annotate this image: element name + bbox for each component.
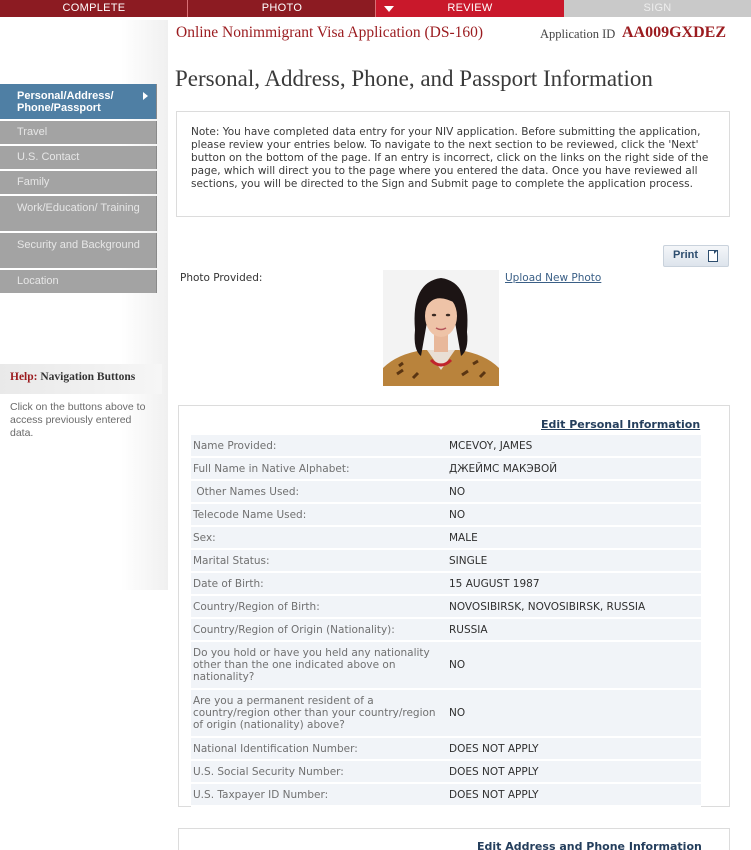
- table-row: [191, 527, 701, 550]
- print-button-label: Print: [673, 249, 699, 261]
- field-value: NO: [449, 659, 466, 671]
- field-label: Marital Status:: [193, 554, 270, 567]
- table-row: [191, 481, 701, 504]
- field-label: U.S. Social Security Number:: [193, 765, 344, 778]
- document-icon: [708, 250, 718, 262]
- field-value: DOES NOT APPLY: [449, 742, 539, 755]
- table-row: [191, 619, 701, 642]
- field-value: DOES NOT APPLY: [449, 788, 539, 801]
- chevron-right-icon: [143, 92, 148, 100]
- field-label: National Identification Number:: [193, 742, 358, 755]
- page-title: Personal, Address, Phone, and Passport Information: [175, 66, 653, 91]
- sidebar-item-family[interactable]: [0, 171, 157, 194]
- application-id: AA009GXDEZ: [622, 24, 727, 41]
- sidebar-item-label: Work/Education/ Training: [17, 202, 140, 214]
- edit-personal-info-link[interactable]: Edit Personal Information: [541, 418, 701, 431]
- table-row: [191, 784, 701, 807]
- step-review-label: REVIEW: [447, 2, 493, 14]
- field-label: Country/Region of Birth:: [193, 600, 320, 613]
- chevron-down-icon: [384, 6, 394, 12]
- sidebar-item-security[interactable]: [0, 233, 157, 268]
- field-label: Name Provided:: [193, 439, 277, 452]
- field-label: Telecode Name Used:: [193, 508, 307, 521]
- print-button[interactable]: [663, 245, 729, 267]
- edit-address-phone-link[interactable]: Edit Address and Phone Information: [477, 840, 702, 850]
- sidebar-item-personal[interactable]: [0, 84, 157, 119]
- sidebar-item-label: Personal/Address/ Phone/Passport: [17, 90, 114, 114]
- sidebar-item-travel[interactable]: [0, 121, 157, 144]
- progress-step-bar: [0, 0, 751, 17]
- applicant-photo: [383, 270, 499, 386]
- upload-new-photo-link[interactable]: Upload New Photo: [505, 272, 602, 284]
- table-row: [191, 596, 701, 619]
- table-row: [191, 504, 701, 527]
- help-heading: [0, 364, 162, 394]
- sidebar-item-label: Family: [17, 176, 50, 188]
- field-label: Do you hold or have you held any nationality other than the one indicated above on nationality?: [193, 647, 430, 683]
- table-row: [191, 761, 701, 784]
- personal-info-table: [191, 435, 701, 807]
- sidebar-item-label: Travel: [17, 126, 48, 138]
- table-row: [191, 458, 701, 481]
- step-sign-label: SIGN: [643, 2, 672, 14]
- table-row: [191, 738, 701, 761]
- table-row: [191, 573, 701, 596]
- sidebar-item-location[interactable]: [0, 270, 157, 293]
- step-review: [376, 0, 564, 17]
- step-photo: [188, 0, 376, 17]
- field-value: NO: [449, 508, 466, 521]
- field-value: 15 AUGUST 1987: [449, 577, 540, 590]
- field-value: NO: [449, 485, 466, 498]
- field-value: DOES NOT APPLY: [449, 765, 539, 778]
- portrait-image: [383, 270, 499, 386]
- help-prefix: Help:: [10, 371, 38, 383]
- field-value: NOVOSIBIRSK, NOVOSIBIRSK, RUSSIA: [449, 600, 646, 613]
- field-label: Other Names Used:: [193, 485, 300, 498]
- sidebar-nav: [0, 84, 157, 295]
- field-value: SINGLE: [449, 554, 488, 567]
- sidebar-item-label: Location: [17, 275, 59, 287]
- photo-label: Photo Provided:: [180, 272, 263, 284]
- application-title: Online Nonimmigrant Visa Application (DS-160): [176, 24, 484, 41]
- field-label: Are you a permanent resident of a country/region other than your country/region of origin (nationality) above?: [193, 695, 436, 731]
- sidebar-item-label: U.S. Contact: [17, 151, 80, 163]
- field-value: ДЖЕЙМС МАКЭВОЙ: [449, 462, 558, 475]
- sidebar-item-us-contact[interactable]: [0, 146, 157, 169]
- field-value: RUSSIA: [449, 623, 488, 636]
- table-row: [191, 550, 701, 573]
- sidebar-item-work-education[interactable]: [0, 196, 157, 231]
- step-complete: [0, 0, 188, 17]
- help-title: Navigation Buttons: [40, 371, 136, 383]
- step-sign: [564, 0, 751, 17]
- field-label: Country/Region of Origin (Nationality):: [193, 623, 395, 636]
- help-text: Click on the buttons above to access previously entered data.: [10, 401, 146, 439]
- sidebar-item-label: Security and Background: [17, 239, 140, 251]
- table-row: [191, 690, 701, 738]
- application-id-label: Application ID: [540, 27, 616, 41]
- table-row: [191, 642, 701, 690]
- field-label: Sex:: [193, 531, 216, 544]
- field-value: MALE: [449, 531, 478, 544]
- table-row: [191, 435, 701, 458]
- review-note: Note: You have completed data entry for your NIV application. Before submitting the application, please review your entries below. To navigate to the next section to be reviewed, click the 'Next' button on the bottom of the page. If an entry is incorrect, click on the links on the right side of the page, which will direct you to the page where you entered the data. Once you have reviewed all sections, you will be directed to the Sign and Submit page to complete the application process.: [176, 111, 730, 217]
- field-value: MCEVOY, JAMES: [449, 439, 533, 452]
- field-label: Date of Birth:: [193, 577, 264, 590]
- step-photo-label: PHOTO: [261, 2, 303, 14]
- step-complete-label: COMPLETE: [62, 2, 126, 14]
- field-label: Full Name in Native Alphabet:: [193, 462, 350, 475]
- field-value: NO: [449, 707, 466, 719]
- field-label: U.S. Taxpayer ID Number:: [193, 788, 329, 801]
